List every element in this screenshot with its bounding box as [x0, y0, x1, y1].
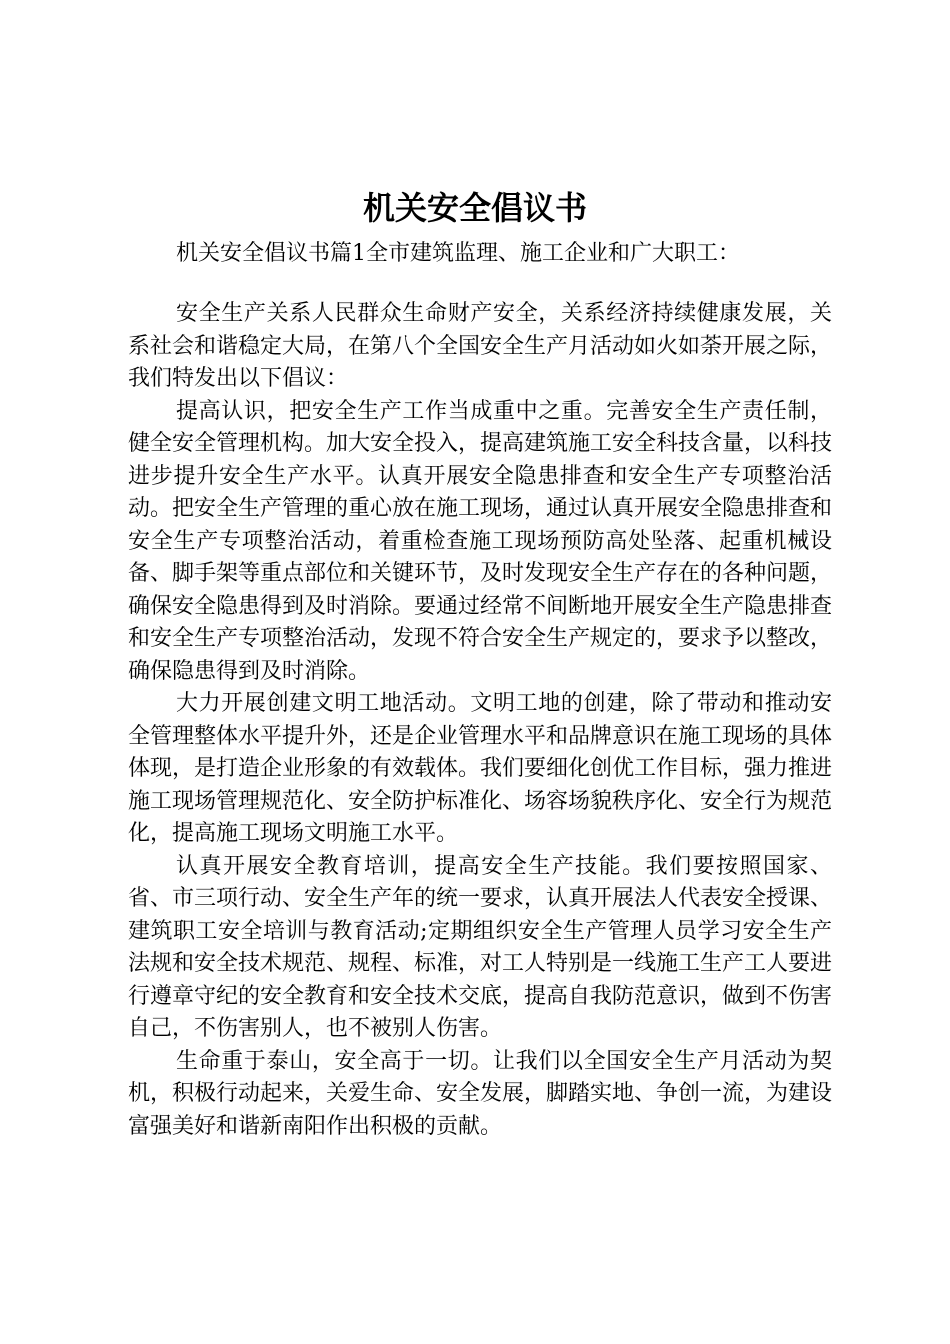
document-body — [128, 298, 832, 1143]
body-paragraph: 生命重于泰山，安全高于一切。让我们以全国安全生产月活动为契机，积极行动起来，关爱生命、安全发展，脚踏实地、争创一流，为建设富强美好和谐新南阳作出积极的贡献。 — [128, 1048, 833, 1139]
body-paragraph: 大力开展创建文明工地活动。文明工地的创建，除了带动和推动安全管理整体水平提升外，还是企业管理水平和品牌意识在施工现场的具体体现，是打造企业形象的有效载体。我们要细化创优工作目标，强力推进施工现场管理规范化、安全防护标准化、场容场貌秩序化、安全行为规范化，提高施工现场文明施工水平。 — [128, 691, 833, 846]
body-paragraph: 认真开展安全教育培训，提高安全生产技能。我们要按照国家、省、市三项行动、安全生产年的统一要求，认真开展法人代表安全授课、建筑职工安全培训与教育活动;定期组织安全生产管理人员学习安全生产法规和安全技术规范、规程、标准，对工人特别是一线施工生产工人要进行遵章守纪的安全教育和安全技术交底，提高自我防范意识，做到不伤害自己，不伤害别人，也不被别人伤害。 — [128, 853, 833, 1041]
intro-line: 机关安全倡议书篇1全市建筑监理、施工企业和广大职工： — [176, 241, 740, 266]
document-title: 机关安全倡议书 — [362, 189, 587, 227]
body-paragraph: 提高认识，把安全生产工作当成重中之重。完善安全生产责任制，健全安全管理机构。加大安全投入，提高建筑施工安全科技含量，以科技进步提升安全生产水平。认真开展安全隐患排查和安全生产专项整治活动。把安全生产管理的重心放在施工现场，通过认真开展安全隐患排查和安全生产专项整治活动，着重检查施工现场预防高处坠落、起重机械设备、脚手架等重点部位和关键环节，及时发现安全生产存在的各种问题，确保安全隐患得到及时消除。要通过经常不间断地开展安全生产隐患排查和安全生产专项整治活动，发现不符合安全生产规定的，要求予以整改，确保隐患得到及时消除。 — [128, 398, 833, 684]
body-paragraph: 安全生产关系人民群众生命财产安全，关系经济持续健康发展，关系社会和谐稳定大局，在第八个全国安全生产月活动如火如荼开展之际，我们特发出以下倡议： — [128, 301, 833, 391]
